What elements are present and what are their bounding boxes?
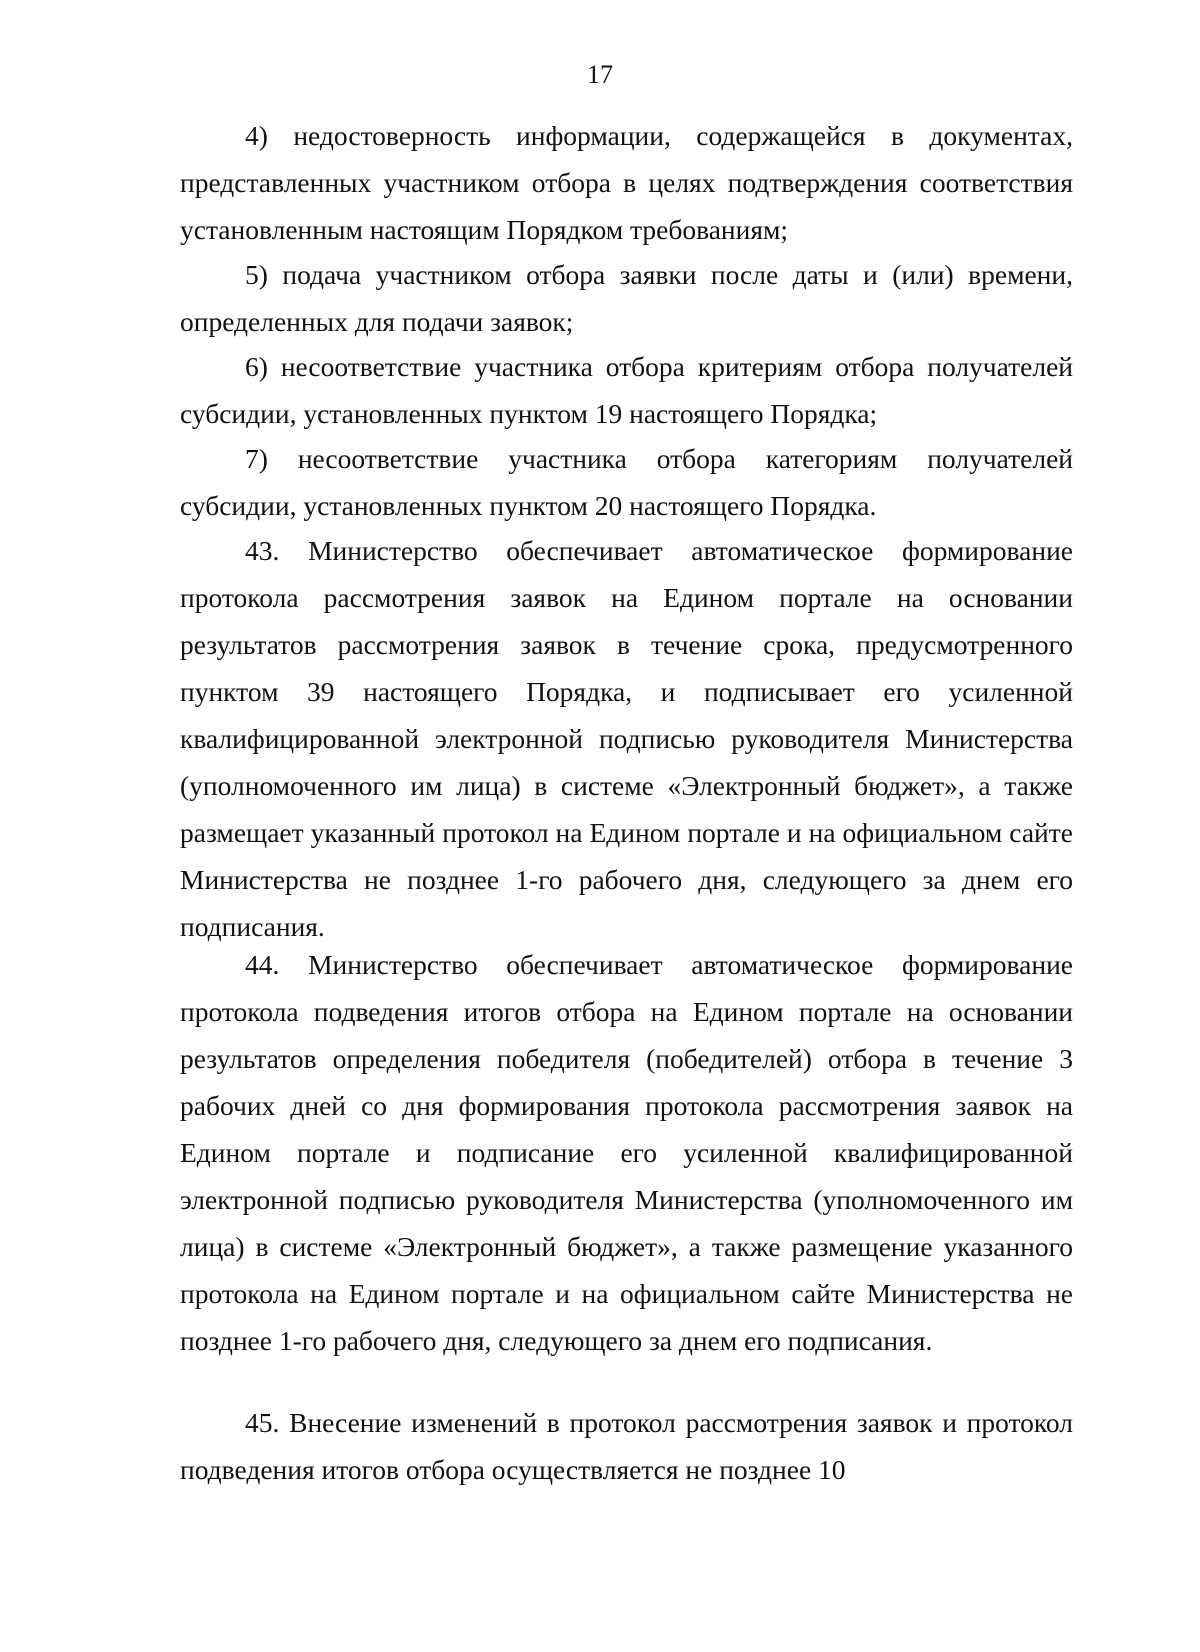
page-number: 17 [587,60,613,89]
paragraph-item-6: 6) несоответствие участника отбора критериям отбора получателей субсидии, установленных пунктом 19 настоящего Порядка; [180,351,1073,429]
paragraph-item-5: 5) подача участником отбора заявки после даты и (или) времени, определенных для подачи заявок; [180,259,1073,337]
paragraph-clause-43: 43. Министерство обеспечивает автоматическое формирование протокола рассмотрения заявок на Едином портале на основании результатов рассмотрения заявок в течение срока, предусмотренного пунктом 39 настоящего Порядка, и подписывает его усиленной квалифицированной электронной подписью руководителя Министерства (уполномоченного им лица) в системе «Электронный бюджет», а также размещает указанный протокол на Едином портале и на официальном сайте Министерства не позднее 1-го рабочего дня, следующего за днем его подписания. [180,535,1073,942]
paragraph-item-7: 7) несоответствие участника отбора категориям получателей субсидии, установленных пунктом 20 настоящего Порядка. [180,443,1073,521]
paragraph-clause-45: 45. Внесение изменений в протокол рассмотрения заявок и протокол подведения итогов отбора осуществляется не позднее 10 [180,1407,1073,1485]
paragraph-clause-44: 44. Министерство обеспечивает автоматическое формирование протокола подведения итогов отбора на Едином портале на основании результатов определения победителя (победителей) отбора в течение 3 рабочих дней со дня формирования протокола рассмотрения заявок на Едином портале и подписание его усиленной квалифицированной электронной подписью руководителя Министерства (уполномоченного им лица) в системе «Электронный бюджет», а также размещение указанного протокола на Едином портале и на официальном сайте Министерства не позднее 1-го рабочего дня, следующего за днем его подписания. [180,949,1073,1356]
paragraph-item-4: 4) недостоверность информации, содержащейся в документах, представленных участником отбора в целях подтверждения соответствия установленным настоящим Порядком требованиям; [180,120,1073,245]
